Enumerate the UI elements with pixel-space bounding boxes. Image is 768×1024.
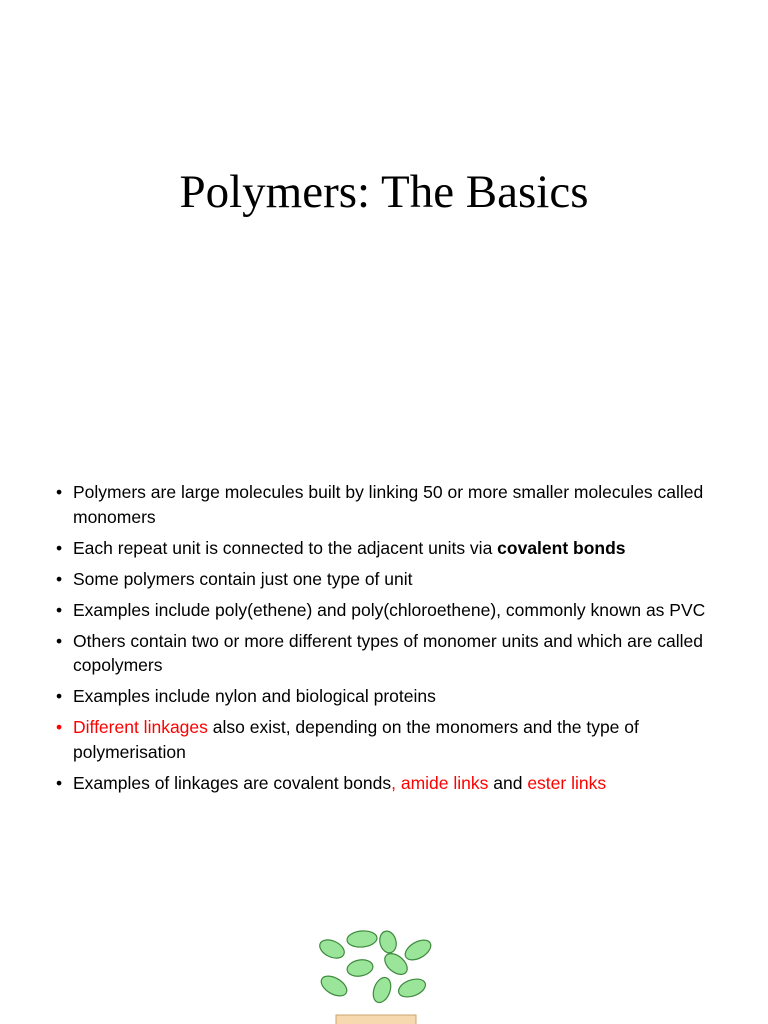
leaf	[402, 936, 434, 964]
bullet-item	[56, 715, 716, 764]
bullet-text: Examples include nylon and biological proteins	[73, 686, 436, 706]
bullet-text: Each repeat unit is connected to the adjacent units via	[73, 537, 498, 558]
leaf	[318, 972, 350, 1000]
slide-title: Polymers: The Basics	[179, 166, 589, 218]
bullet-item	[56, 598, 716, 623]
bullet-text: also exist, depending on the monomers and the type of polymerisation	[73, 717, 639, 762]
leaf	[370, 975, 394, 1005]
bullet-list	[56, 480, 716, 802]
bullet-text: Polymers are large molecules built by linking 50 or more smaller molecules called monomers	[73, 482, 704, 527]
bullet-dot: •	[56, 772, 63, 793]
bullet-text: Examples of linkages are covalent bonds	[73, 772, 392, 793]
bullet-text: Some polymers contain just one type of unit	[73, 568, 413, 589]
leaf	[346, 958, 374, 978]
bullet-red-text: ester links	[527, 772, 607, 793]
bullet-item	[56, 684, 716, 709]
bullet-red-text: Different linkages	[73, 717, 208, 737]
bullet-red-text: , amide links	[391, 772, 489, 793]
bullet-dot: •	[56, 568, 63, 589]
bullet-text: Others contain two or more different types of monomer units and which are called copolymers	[73, 630, 703, 675]
bullet-dot: •	[56, 482, 63, 502]
bullet-item	[56, 567, 716, 592]
leaves	[317, 929, 434, 1005]
leaf	[396, 976, 428, 1001]
leaf	[377, 929, 398, 954]
bullet-item	[56, 771, 716, 796]
bullet-item	[56, 480, 716, 529]
plant-illustration	[300, 920, 450, 1024]
bullet-dot: •	[56, 630, 63, 651]
leaf	[346, 930, 377, 949]
bullet-text: and	[488, 772, 528, 793]
leaf	[317, 936, 347, 961]
bullet-dot: •	[56, 537, 63, 558]
bullet-item	[56, 629, 716, 678]
bullet-dot: •	[56, 686, 63, 706]
bullet-dot: •	[56, 599, 63, 620]
bullet-item	[56, 536, 716, 561]
plant-pot	[336, 1015, 416, 1024]
bullet-bold-text: covalent bonds	[497, 537, 626, 558]
bullet-text: Examples include poly(ethene) and poly(chloroethene), commonly known as PVC	[73, 599, 706, 620]
bullet-dot: •	[56, 717, 63, 737]
